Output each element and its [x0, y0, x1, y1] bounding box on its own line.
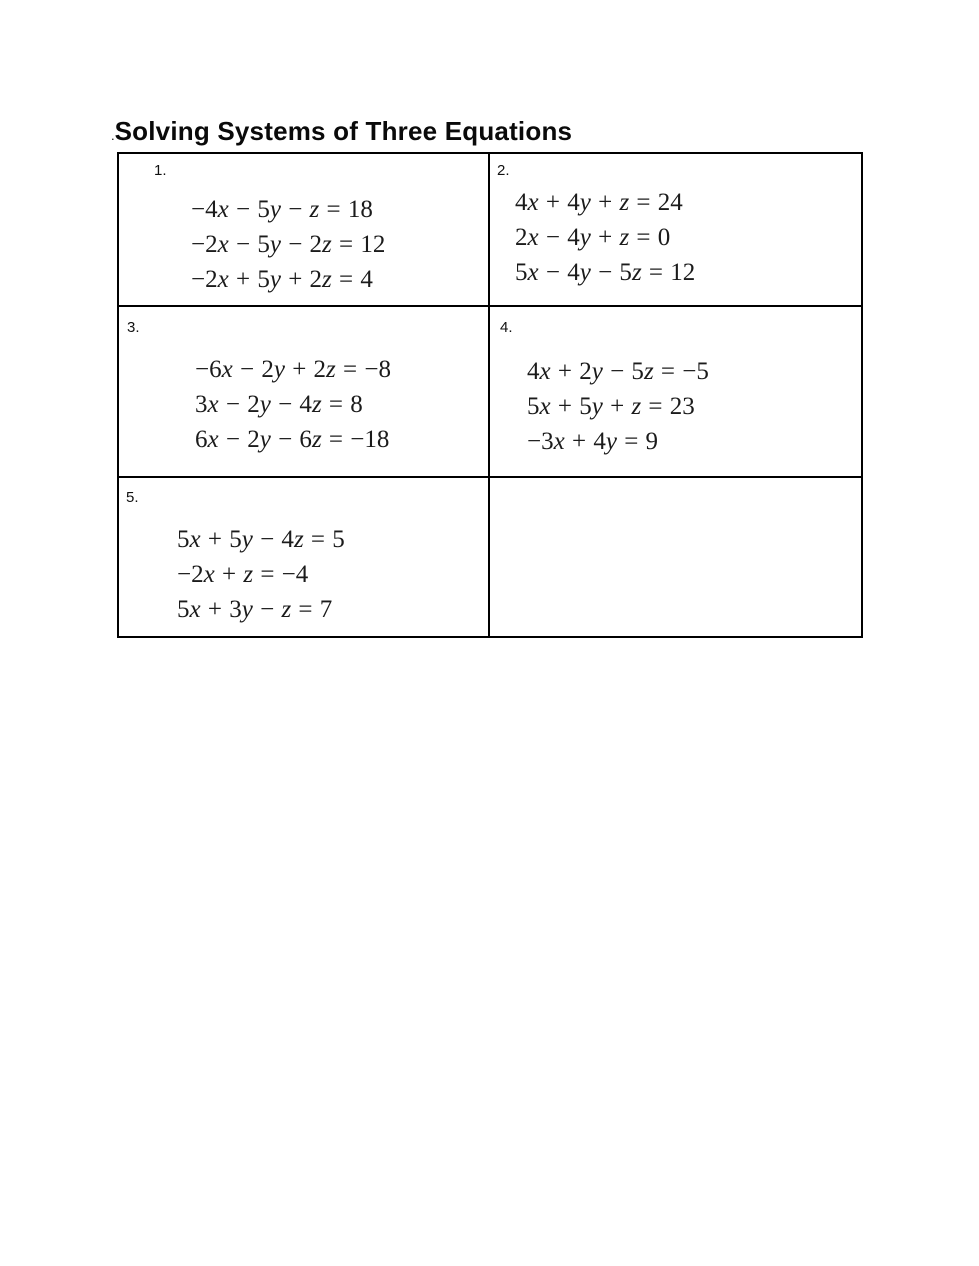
equation-line: 5x − 4y − 5z = 12 — [515, 259, 696, 286]
equation-system-4 — [527, 354, 861, 459]
problem-number-1: 1. — [154, 162, 167, 179]
problem-number-5: 5. — [126, 489, 139, 506]
problems-table — [117, 152, 863, 638]
problem-cell-2 — [490, 154, 861, 307]
equation-line: −6x − 2y + 2z = −8 — [195, 356, 391, 383]
equation-system-3 — [195, 352, 488, 457]
problem-cell-1 — [119, 154, 490, 307]
problem-cell-3 — [119, 307, 490, 478]
equation-line: −2x + z = −4 — [177, 561, 309, 588]
equation-line: 2x − 4y + z = 0 — [515, 224, 671, 251]
problem-cell-4 — [490, 307, 861, 478]
equation-line: −2x + 5y + 2z = 4 — [191, 266, 373, 293]
equation-line: 3x − 2y − 4z = 8 — [195, 391, 363, 418]
equation-line: 6x − 2y − 6z = −18 — [195, 426, 390, 453]
equation-system-2 — [515, 185, 861, 290]
equation-line: −3x + 4y = 9 — [527, 428, 659, 455]
equation-line: 5x + 3y − z = 7 — [177, 596, 333, 623]
equation-line: 4x + 4y + z = 24 — [515, 189, 683, 216]
stray-period: . — [111, 128, 115, 143]
problem-number-4: 4. — [500, 319, 513, 336]
equation-line: 4x + 2y − 5z = −5 — [527, 358, 709, 385]
empty-cell — [490, 478, 861, 636]
equation-line: 5x + 5y + z = 23 — [527, 393, 695, 420]
equation-line: 5x + 5y − 4z = 5 — [177, 526, 345, 553]
problem-number-2: 2. — [497, 162, 510, 179]
problem-number-3: 3. — [127, 319, 140, 336]
equation-system-1 — [191, 192, 488, 297]
title-row — [111, 116, 572, 147]
equation-line: −2x − 5y − 2z = 12 — [191, 231, 386, 258]
problem-cell-5 — [119, 478, 490, 636]
equation-system-5 — [177, 522, 488, 627]
equation-line: −4x − 5y − z = 18 — [191, 196, 373, 223]
page-title: Solving Systems of Three Equations — [114, 116, 573, 146]
